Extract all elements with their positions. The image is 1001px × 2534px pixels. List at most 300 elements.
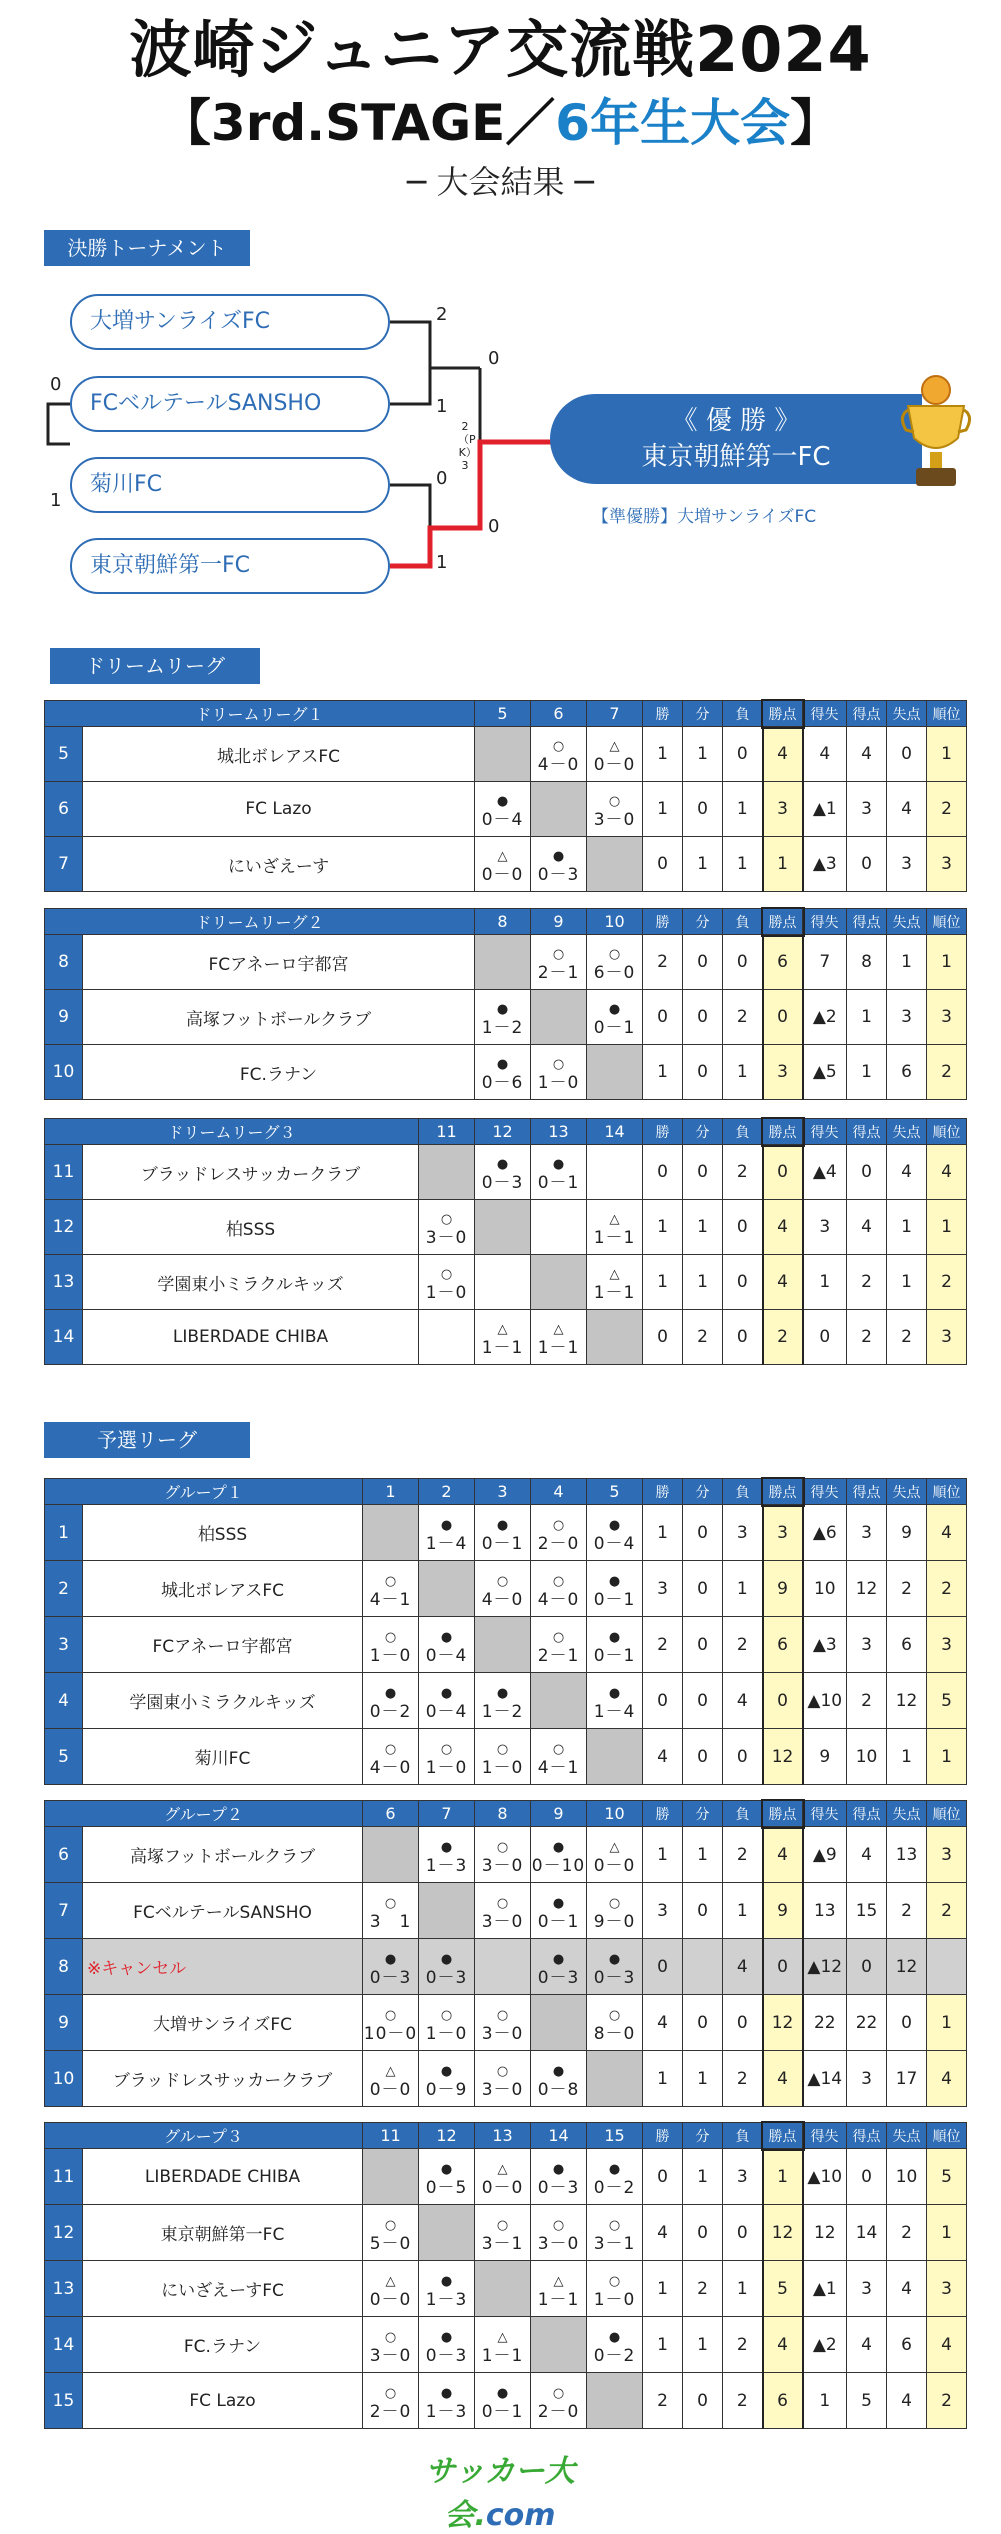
match-result xyxy=(475,2051,531,2107)
opponent-header: 4 xyxy=(531,1479,587,1505)
result-symbol: △ xyxy=(553,2273,564,2289)
pk-score: 2（PK）3 xyxy=(458,420,476,472)
match-result xyxy=(475,1045,531,1100)
match-result xyxy=(419,1200,475,1255)
result-score: 3－0 xyxy=(481,1911,524,1932)
result-score: 3－0 xyxy=(537,2233,580,2254)
stat-w: 1 xyxy=(643,727,683,782)
stat-w: 2 xyxy=(643,1617,683,1673)
result-score: 1－3 xyxy=(425,2401,468,2422)
result-symbol: ● xyxy=(552,2161,565,2177)
self-cell xyxy=(475,2261,531,2317)
stat-rank: 2 xyxy=(927,1045,967,1100)
empty-cell xyxy=(419,1310,475,1365)
stat-l: 0 xyxy=(723,1310,763,1365)
result-symbol: ○ xyxy=(496,2007,509,2023)
team-number: 13 xyxy=(45,1255,83,1310)
team-name: 高塚フットボールクラブ xyxy=(83,990,475,1045)
result-score: 1－2 xyxy=(481,1018,524,1038)
bracket-line-3 xyxy=(48,404,70,444)
champion-team: 東京朝鮮第一FC xyxy=(641,442,831,472)
stat-header: 得点 xyxy=(847,2123,887,2149)
table-title: グループ１ xyxy=(45,1479,363,1505)
stat-pts: 6 xyxy=(763,1617,803,1673)
stat-gd: ▲4 xyxy=(803,1145,847,1200)
stat-header: 負 xyxy=(723,1479,763,1505)
result-score: 4－0 xyxy=(537,1589,580,1610)
stat-l: 4 xyxy=(723,1673,763,1729)
result-symbol: ● xyxy=(440,1839,453,1855)
table-row xyxy=(45,935,967,990)
stat-gd: 22 xyxy=(803,1995,847,2051)
stat-header: 得失 xyxy=(803,909,847,935)
stat-w: 4 xyxy=(643,1729,683,1785)
result-symbol: △ xyxy=(609,1267,620,1282)
opponent-header: 7 xyxy=(419,1801,475,1827)
stat-gf: 3 xyxy=(847,782,887,837)
stat-gd: 13 xyxy=(803,1883,847,1939)
stat-pts: 0 xyxy=(763,990,803,1045)
self-cell xyxy=(531,782,587,837)
self-cell xyxy=(587,837,643,892)
stat-w: 0 xyxy=(643,1310,683,1365)
stat-pts: 9 xyxy=(763,1883,803,1939)
stat-gd: ▲10 xyxy=(803,1673,847,1729)
result-score: 0－3 xyxy=(425,1967,468,1988)
match-result xyxy=(363,2317,419,2373)
result-symbol: ○ xyxy=(552,2385,565,2401)
stat-d: 0 xyxy=(683,1145,723,1200)
opponent-header: 1 xyxy=(363,1479,419,1505)
self-cell xyxy=(419,1561,475,1617)
result-score: 4－1 xyxy=(537,1757,580,1778)
match-result xyxy=(475,1561,531,1617)
result-symbol: ○ xyxy=(552,1573,565,1589)
opponent-header: 2 xyxy=(419,1479,475,1505)
match-result xyxy=(363,1617,419,1673)
result-symbol: △ xyxy=(609,1839,620,1855)
stat-pts: 4 xyxy=(763,1827,803,1883)
stat-ga: 12 xyxy=(887,1939,927,1995)
stat-d: 0 xyxy=(683,935,723,990)
result-symbol: ● xyxy=(384,1685,397,1701)
result-symbol: ○ xyxy=(440,2007,453,2023)
stat-gf: 8 xyxy=(847,935,887,990)
match-result xyxy=(419,1505,475,1561)
stat-gd: ▲3 xyxy=(803,1617,847,1673)
stat-gf: 4 xyxy=(847,2317,887,2373)
stat-w: 0 xyxy=(643,1673,683,1729)
stat-header: 順位 xyxy=(927,701,967,727)
stat-header: 勝 xyxy=(643,2123,683,2149)
team-number: 8 xyxy=(45,1939,83,1995)
team-name: 大増サンライズFC xyxy=(83,1995,363,2051)
table-row xyxy=(45,2149,967,2205)
stat-d: 1 xyxy=(683,1827,723,1883)
result-symbol: △ xyxy=(609,1212,620,1227)
stat-header: 失点 xyxy=(887,1119,927,1145)
stat-l: 2 xyxy=(723,2051,763,2107)
champion-label: 《 優 勝 》 xyxy=(671,406,801,436)
stat-d: 0 xyxy=(683,1617,723,1673)
stat-header: 勝点 xyxy=(763,1119,803,1145)
score-1: 2 xyxy=(436,304,448,325)
result-score: 4－0 xyxy=(537,755,580,775)
opponent-header: 12 xyxy=(419,2123,475,2149)
stat-d: 1 xyxy=(683,2051,723,2107)
result-score: 0－0 xyxy=(369,2079,412,2100)
stat-gd: 9 xyxy=(803,1729,847,1785)
result-symbol: ● xyxy=(496,2385,509,2401)
stat-ga: 2 xyxy=(887,1561,927,1617)
self-cell xyxy=(475,1939,531,1995)
stat-header: 得点 xyxy=(847,1119,887,1145)
empty-cell xyxy=(587,1145,643,1200)
stat-header: 順位 xyxy=(927,2123,967,2149)
stat-header: 勝 xyxy=(643,1119,683,1145)
table-row xyxy=(45,1617,967,1673)
match-result xyxy=(419,1995,475,2051)
result-score: 1－0 xyxy=(369,1645,412,1666)
table-row xyxy=(45,1561,967,1617)
result-score: 0－1 xyxy=(537,1911,580,1932)
opponent-header: 5 xyxy=(587,1479,643,1505)
result-score: 1－0 xyxy=(537,1073,580,1093)
result-score: 2－0 xyxy=(537,1533,580,1554)
stat-header: 分 xyxy=(683,2123,723,2149)
self-cell xyxy=(363,1505,419,1561)
stat-rank: 1 xyxy=(927,1995,967,2051)
stat-w: 1 xyxy=(643,1505,683,1561)
stat-header: 失点 xyxy=(887,1479,927,1505)
stat-rank: 2 xyxy=(927,2373,967,2429)
stat-header: 順位 xyxy=(927,1801,967,1827)
score-3: 0 xyxy=(50,374,62,395)
result-score: 0－4 xyxy=(425,1645,468,1666)
stat-l: 2 xyxy=(723,1145,763,1200)
table-title: グループ３ xyxy=(45,2123,363,2149)
match-result xyxy=(531,935,587,990)
stat-rank: 2 xyxy=(927,782,967,837)
team-number: 1 xyxy=(45,1505,83,1561)
stat-rank: 3 xyxy=(927,2261,967,2317)
stat-l: 1 xyxy=(723,782,763,837)
match-result xyxy=(475,1310,531,1365)
semi-score-1: 0 xyxy=(488,348,500,369)
score-6: 1 xyxy=(436,552,448,573)
stat-pts: 1 xyxy=(763,837,803,892)
section-final: 決勝トーナメント xyxy=(44,230,250,266)
table-row xyxy=(45,727,967,782)
result-symbol: ● xyxy=(608,2329,621,2345)
result-score: 0－1 xyxy=(593,1589,636,1610)
subtitle-post: 】 xyxy=(790,94,841,152)
result-symbol: ○ xyxy=(384,1741,397,1757)
team-number: 6 xyxy=(45,1827,83,1883)
result-score: 4－1 xyxy=(369,1589,412,1610)
stat-gf: 3 xyxy=(847,2261,887,2317)
stat-w: 1 xyxy=(643,1255,683,1310)
stat-w: 1 xyxy=(643,2261,683,2317)
bracket-team-1: 大増サンライズFC xyxy=(70,294,390,350)
team-number: 12 xyxy=(45,2205,83,2261)
stat-l: 4 xyxy=(723,1939,763,1995)
match-result xyxy=(475,837,531,892)
result-score: 0－3 xyxy=(537,2177,580,2198)
stat-w: 0 xyxy=(643,1939,683,1995)
match-result xyxy=(587,1561,643,1617)
result-score: 0－1 xyxy=(593,1645,636,1666)
match-result xyxy=(531,1939,587,1995)
result-symbol: ○ xyxy=(608,947,621,962)
champion-box xyxy=(550,394,922,484)
stat-header: 勝点 xyxy=(763,1479,803,1505)
result-symbol: △ xyxy=(497,849,508,864)
stat-ga: 10 xyxy=(887,2149,927,2205)
match-result xyxy=(587,1995,643,2051)
match-result xyxy=(587,1883,643,1939)
match-result xyxy=(587,782,643,837)
result-symbol: ○ xyxy=(552,1741,565,1757)
stat-pts: 3 xyxy=(763,1505,803,1561)
match-result xyxy=(531,1310,587,1365)
stat-gd: 12 xyxy=(803,2205,847,2261)
result-score: 8－0 xyxy=(593,2023,636,2044)
stat-d: 0 xyxy=(683,1883,723,1939)
self-cell xyxy=(587,2051,643,2107)
stat-rank: 3 xyxy=(927,1827,967,1883)
match-result xyxy=(531,1145,587,1200)
result-score: 3－0 xyxy=(593,810,636,830)
result-symbol: ○ xyxy=(552,2217,565,2233)
stat-ga: 4 xyxy=(887,1145,927,1200)
stat-header: 勝 xyxy=(643,701,683,727)
self-cell xyxy=(475,1200,531,1255)
table-row xyxy=(45,1729,967,1785)
self-cell xyxy=(363,2149,419,2205)
team-name: 城北ボレアスFC xyxy=(83,1561,363,1617)
result-symbol: ● xyxy=(496,1002,509,1017)
runner-up: 【準優勝】大増サンライズFC xyxy=(592,507,817,527)
stat-pts: 2 xyxy=(763,1310,803,1365)
stat-w: 0 xyxy=(643,1145,683,1200)
stat-ga: 9 xyxy=(887,1505,927,1561)
table-row xyxy=(45,2261,967,2317)
stat-gd: 4 xyxy=(803,727,847,782)
result-score: 0－3 xyxy=(537,865,580,885)
team-number: 15 xyxy=(45,2373,83,2429)
opponent-header: 7 xyxy=(587,701,643,727)
self-cell xyxy=(419,1145,475,1200)
stat-d: 0 xyxy=(683,1505,723,1561)
table-row xyxy=(45,1310,967,1365)
match-result xyxy=(363,1673,419,1729)
stat-ga: 3 xyxy=(887,837,927,892)
team-name: LIBERDADE CHIBA xyxy=(83,2149,363,2205)
team-name: 学園東小ミラクルキッズ xyxy=(83,1255,419,1310)
result-symbol: ● xyxy=(608,1002,621,1017)
stat-rank: 3 xyxy=(927,1310,967,1365)
stat-header: 得失 xyxy=(803,1479,847,1505)
result-symbol: ● xyxy=(384,1951,397,1967)
opponent-header: 8 xyxy=(475,909,531,935)
result-symbol: △ xyxy=(385,2273,396,2289)
result-score: 3 1 xyxy=(369,1911,412,1932)
result-symbol: ○ xyxy=(608,794,621,809)
stat-ga: 1 xyxy=(887,1729,927,1785)
stat-d: 0 xyxy=(683,1729,723,1785)
opponent-header: 13 xyxy=(475,2123,531,2149)
team-name: FCアネーロ宇都宮 xyxy=(83,935,475,990)
result-symbol: ● xyxy=(608,1951,621,1967)
stat-rank: 1 xyxy=(927,727,967,782)
stat-w: 1 xyxy=(643,1045,683,1100)
opponent-header: 15 xyxy=(587,2123,643,2149)
team-name: FC Lazo xyxy=(83,782,475,837)
stat-header: 分 xyxy=(683,909,723,935)
result-score: 0－3 xyxy=(593,1967,636,1988)
stat-pts: 4 xyxy=(763,727,803,782)
result-score: 5－0 xyxy=(369,2233,412,2254)
self-cell xyxy=(587,1729,643,1785)
stat-d: 1 xyxy=(683,2149,723,2205)
result-label: ─ 大会結果 ─ xyxy=(407,163,594,201)
stat-rank: 5 xyxy=(927,2149,967,2205)
stat-d: 2 xyxy=(683,1310,723,1365)
stat-w: 0 xyxy=(643,2149,683,2205)
match-result xyxy=(587,2317,643,2373)
table-row xyxy=(45,782,967,837)
result-symbol: ○ xyxy=(496,1741,509,1757)
stat-rank: 4 xyxy=(927,2317,967,2373)
stat-l: 0 xyxy=(723,1200,763,1255)
table-row xyxy=(45,1673,967,1729)
stat-gf: 3 xyxy=(847,1505,887,1561)
match-result xyxy=(531,837,587,892)
table-title: ドリームリーグ２ xyxy=(45,909,475,935)
stat-ga: 1 xyxy=(887,1200,927,1255)
match-result xyxy=(475,1673,531,1729)
stat-gd: ▲3 xyxy=(803,837,847,892)
empty-cell xyxy=(531,1200,587,1255)
stat-ga: 2 xyxy=(887,1883,927,1939)
league-table xyxy=(44,1118,967,1365)
stat-w: 1 xyxy=(643,1200,683,1255)
match-result xyxy=(531,1561,587,1617)
result-score: 0－2 xyxy=(369,1701,412,1722)
team-number: 10 xyxy=(45,1045,83,1100)
match-result xyxy=(531,1827,587,1883)
result-symbol: ● xyxy=(608,1685,621,1701)
stat-l: 0 xyxy=(723,935,763,990)
section-dream: ドリームリーグ xyxy=(50,648,260,684)
team-number: 12 xyxy=(45,1200,83,1255)
team-name: FC.ラナン xyxy=(83,1045,475,1100)
stat-pts: 9 xyxy=(763,1561,803,1617)
opponent-header: 10 xyxy=(587,909,643,935)
opponent-header: 3 xyxy=(475,1479,531,1505)
result-symbol: △ xyxy=(553,1322,564,1337)
stat-w: 4 xyxy=(643,2205,683,2261)
team-number: 14 xyxy=(45,2317,83,2373)
stat-gf: 10 xyxy=(847,1729,887,1785)
stat-rank: 2 xyxy=(927,1255,967,1310)
match-result xyxy=(363,2205,419,2261)
league-table xyxy=(44,1800,967,2107)
stat-header: 失点 xyxy=(887,701,927,727)
result-symbol: ○ xyxy=(384,2217,397,2233)
stat-l: 0 xyxy=(723,1729,763,1785)
stat-gf: 3 xyxy=(847,1617,887,1673)
match-result xyxy=(587,1200,643,1255)
result-symbol: ● xyxy=(552,849,565,864)
result-score: 2－1 xyxy=(537,1645,580,1666)
stat-gf: 4 xyxy=(847,1200,887,1255)
table-row xyxy=(45,990,967,1045)
team-number: 9 xyxy=(45,990,83,1045)
team-name: LIBERDADE CHIBA xyxy=(83,1310,419,1365)
stat-header: 得点 xyxy=(847,1801,887,1827)
match-result xyxy=(475,1145,531,1200)
bracket-line-winner xyxy=(390,442,555,566)
section-qualifier: 予選リーグ xyxy=(44,1422,250,1458)
stat-pts: 3 xyxy=(763,1045,803,1100)
match-result xyxy=(531,727,587,782)
result-symbol: ● xyxy=(440,2385,453,2401)
stat-pts: 3 xyxy=(763,782,803,837)
result-score: 0－0 xyxy=(593,755,636,775)
match-result xyxy=(419,1617,475,1673)
stat-ga: 4 xyxy=(887,2373,927,2429)
table-row xyxy=(45,1939,967,1995)
match-result xyxy=(363,2051,419,2107)
stat-header: 負 xyxy=(723,2123,763,2149)
result-score: 0－1 xyxy=(593,1018,636,1038)
match-result xyxy=(531,2261,587,2317)
match-result xyxy=(475,782,531,837)
stat-ga: 6 xyxy=(887,1045,927,1100)
table-row xyxy=(45,1200,967,1255)
stat-gf: 14 xyxy=(847,2205,887,2261)
stat-gd: 0 xyxy=(803,1310,847,1365)
result-score: 3－0 xyxy=(481,2023,524,2044)
stat-gd: ▲1 xyxy=(803,782,847,837)
match-result xyxy=(475,2149,531,2205)
result-symbol: ● xyxy=(440,2063,453,2079)
match-result xyxy=(531,2205,587,2261)
stat-ga: 0 xyxy=(887,1995,927,2051)
result-score: 0－4 xyxy=(593,1533,636,1554)
match-result xyxy=(587,2149,643,2205)
match-result xyxy=(587,1505,643,1561)
result-score: 0－10 xyxy=(531,1855,586,1876)
result-score: 2－0 xyxy=(369,2401,412,2422)
table-row xyxy=(45,837,967,892)
empty-cell xyxy=(475,1255,531,1310)
stat-gd: ▲2 xyxy=(803,990,847,1045)
result-score: 1－1 xyxy=(537,1338,580,1358)
stat-w: 1 xyxy=(643,2051,683,2107)
team-number: 13 xyxy=(45,2261,83,2317)
result-score: 1－0 xyxy=(425,2023,468,2044)
match-result xyxy=(531,1883,587,1939)
opponent-header: 12 xyxy=(475,1119,531,1145)
stat-ga: 6 xyxy=(887,2317,927,2373)
result-symbol: ● xyxy=(440,1951,453,1967)
team-number: 8 xyxy=(45,935,83,990)
stat-pts: 12 xyxy=(763,1729,803,1785)
result-symbol: ○ xyxy=(384,2385,397,2401)
